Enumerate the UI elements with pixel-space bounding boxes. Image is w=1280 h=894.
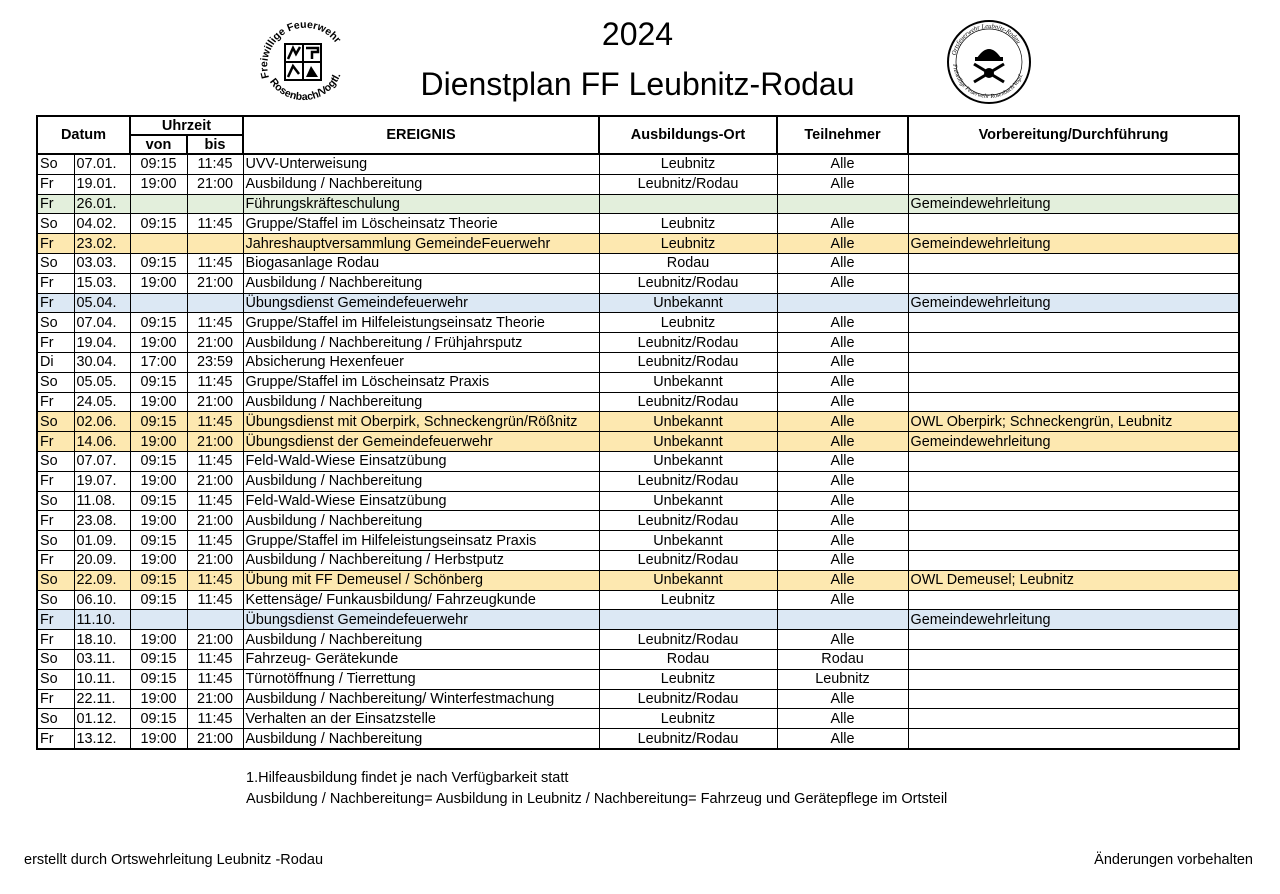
cell-teilnehmer: Leubnitz [777,669,908,689]
cell-von: 09:15 [130,531,187,551]
cell-ereignis: Türnotöffnung / Tierrettung [243,669,599,689]
cell-ort: Leubnitz [599,709,777,729]
cell-ereignis: Übungsdienst Gemeindefeuerwehr [243,293,599,313]
note-definition: Ausbildung / Nachbereitung= Ausbildung in Leubnitz / Nachbereitung= Fahrzeug und Gerätepflege im Ortsteil [246,791,948,807]
svg-text:Freiwillige Feuerwehr Rosenbac: Freiwillige Feuerwehr Rosenbach/Vogtl. [951,63,1025,101]
header-ausbildungs-ort: Ausbildungs-Ort [599,116,777,154]
cell-vorbereitung [908,649,1239,669]
header-uhrzeit: Uhrzeit [130,116,243,135]
cell-date: 22.11. [74,689,130,709]
cell-bis: 11:45 [187,709,243,729]
cell-date: 03.11. [74,649,130,669]
cell-vorbereitung: Gemeindewehrleitung [908,432,1239,452]
table-row [37,333,1239,353]
cell-bis: 11:45 [187,491,243,511]
cell-day: So [37,570,74,590]
cell-teilnehmer: Alle [777,412,908,432]
cell-bis: 21:00 [187,550,243,570]
cell-bis: 21:00 [187,432,243,452]
cell-ort: Leubnitz/Rodau [599,511,777,531]
cell-ort: Leubnitz [599,154,777,174]
cell-ereignis: Führungskräfteschulung [243,194,599,214]
cell-ereignis: Ausbildung / Nachbereitung [243,630,599,650]
cell-vorbereitung [908,392,1239,412]
cell-vorbereitung: Gemeindewehrleitung [908,194,1239,214]
cell-von [130,194,187,214]
cell-teilnehmer: Alle [777,174,908,194]
cell-von: 09:15 [130,570,187,590]
cell-teilnehmer: Alle [777,590,908,610]
cell-ort: Leubnitz/Rodau [599,352,777,372]
cell-von: 09:15 [130,214,187,234]
cell-ort: Unbekannt [599,372,777,392]
cell-date: 13.12. [74,729,130,749]
cell-bis [187,293,243,313]
cell-von: 19:00 [130,550,187,570]
cell-vorbereitung [908,491,1239,511]
table-row [37,214,1239,234]
cell-von: 09:15 [130,372,187,392]
cell-von: 19:00 [130,392,187,412]
cell-vorbereitung [908,154,1239,174]
cell-date: 03.03. [74,253,130,273]
cell-day: So [37,491,74,511]
table-row [37,451,1239,471]
cell-day: So [37,590,74,610]
cell-ort: Leubnitz/Rodau [599,729,777,749]
table-row [37,154,1239,174]
cell-vorbereitung: Gemeindewehrleitung [908,610,1239,630]
cell-teilnehmer: Alle [777,451,908,471]
cell-teilnehmer: Alle [777,432,908,452]
cell-vorbereitung [908,531,1239,551]
cell-von: 09:15 [130,709,187,729]
cell-ort: Leubnitz/Rodau [599,550,777,570]
cell-ort: Leubnitz/Rodau [599,392,777,412]
cell-teilnehmer [777,293,908,313]
svg-text:Freiwillige Feuerwehr: Freiwillige Feuerwehr [258,18,344,80]
table-row [37,729,1239,749]
cell-teilnehmer [777,610,908,630]
cell-vorbereitung [908,214,1239,234]
cell-day: So [37,313,74,333]
cell-day: So [37,451,74,471]
cell-ereignis: Ausbildung / Nachbereitung [243,471,599,491]
cell-von: 19:00 [130,432,187,452]
cell-date: 11.08. [74,491,130,511]
cell-von [130,234,187,254]
table-row [37,432,1239,452]
cell-von: 09:15 [130,253,187,273]
cell-teilnehmer: Rodau [777,649,908,669]
cell-date: 07.04. [74,313,130,333]
cell-bis: 11:45 [187,590,243,610]
table-row [37,372,1239,392]
cell-ort [599,194,777,214]
cell-teilnehmer: Alle [777,234,908,254]
cell-von: 17:00 [130,352,187,372]
cell-vorbereitung: Gemeindewehrleitung [908,293,1239,313]
cell-ereignis: Ausbildung / Nachbereitung / Herbstputz [243,550,599,570]
cell-bis: 11:45 [187,214,243,234]
cell-bis: 21:00 [187,729,243,749]
cell-von: 19:00 [130,630,187,650]
cell-date: 18.10. [74,630,130,650]
cell-von: 19:00 [130,689,187,709]
cell-vorbereitung: OWL Demeusel; Leubnitz [908,570,1239,590]
cell-date: 07.07. [74,451,130,471]
cell-bis: 21:00 [187,392,243,412]
cell-von [130,610,187,630]
cell-date: 05.04. [74,293,130,313]
cell-bis [187,610,243,630]
cell-day: Fr [37,610,74,630]
cell-ort: Unbekannt [599,491,777,511]
cell-bis [187,234,243,254]
svg-text:Ortsfeuerwehr Leubnitz-Rodau: Ortsfeuerwehr Leubnitz-Rodau [950,22,1022,57]
cell-ort: Leubnitz [599,234,777,254]
cell-day: Di [37,352,74,372]
table-row [37,550,1239,570]
cell-von: 19:00 [130,729,187,749]
cell-day: Fr [37,630,74,650]
table-row [37,491,1239,511]
cell-teilnehmer: Alle [777,511,908,531]
cell-vorbereitung [908,372,1239,392]
cell-vorbereitung [908,550,1239,570]
cell-ort [599,610,777,630]
cell-teilnehmer: Alle [777,392,908,412]
cell-date: 01.09. [74,531,130,551]
cell-ort: Leubnitz [599,669,777,689]
cell-von: 09:15 [130,451,187,471]
cell-day: So [37,253,74,273]
cell-date: 15.03. [74,273,130,293]
fire-brigade-logo-left [254,14,354,110]
cell-bis: 11:45 [187,313,243,333]
cell-von: 09:15 [130,590,187,610]
cell-vorbereitung [908,313,1239,333]
header-bis: bis [187,135,243,154]
cell-ereignis: Biogasanlage Rodau [243,253,599,273]
table-row [37,590,1239,610]
header-vorbereitung: Vorbereitung/Durchführung [908,116,1239,154]
cell-day: So [37,709,74,729]
cell-day: Fr [37,293,74,313]
table-row [37,194,1239,214]
cell-ereignis: Ausbildung / Nachbereitung [243,273,599,293]
cell-ereignis: Gruppe/Staffel im Löscheinsatz Theorie [243,214,599,234]
cell-vorbereitung [908,630,1239,650]
cell-ereignis: Gruppe/Staffel im Hilfeleistungseinsatz Theorie [243,313,599,333]
table-row [37,610,1239,630]
cell-teilnehmer: Alle [777,154,908,174]
cell-teilnehmer: Alle [777,531,908,551]
cell-day: Fr [37,234,74,254]
cell-vorbereitung [908,689,1239,709]
cell-ereignis: Absicherung Hexenfeuer [243,352,599,372]
roster-body [37,154,1239,749]
cell-date: 10.11. [74,669,130,689]
cell-ort: Leubnitz/Rodau [599,630,777,650]
cell-von [130,293,187,313]
cell-ort: Leubnitz/Rodau [599,689,777,709]
cell-date: 23.02. [74,234,130,254]
page-title: Dienstplan FF Leubnitz-Rodau [420,66,855,102]
cell-day: Fr [37,432,74,452]
cell-bis: 11:45 [187,451,243,471]
cell-day: Fr [37,550,74,570]
cell-day: Fr [37,689,74,709]
cell-ereignis: Gruppe/Staffel im Löscheinsatz Praxis [243,372,599,392]
cell-ereignis: Übungsdienst Gemeindefeuerwehr [243,610,599,630]
header-von: von [130,135,187,154]
table-row [37,234,1239,254]
year-heading: 2024 [601,16,674,52]
cell-teilnehmer: Alle [777,313,908,333]
cell-ort: Leubnitz [599,214,777,234]
cell-date: 01.12. [74,709,130,729]
table-row [37,630,1239,650]
cell-teilnehmer [777,194,908,214]
cell-day: So [37,669,74,689]
cell-date: 04.02. [74,214,130,234]
cell-ereignis: Feld-Wald-Wiese Einsatzübung [243,451,599,471]
cell-ort: Leubnitz/Rodau [599,273,777,293]
cell-ort: Unbekannt [599,293,777,313]
cell-vorbereitung [908,471,1239,491]
cell-von: 09:15 [130,412,187,432]
cell-teilnehmer: Alle [777,273,908,293]
svg-text:Rosenbach/Vogtl.: Rosenbach/Vogtl. [267,71,344,104]
cell-teilnehmer: Alle [777,214,908,234]
table-row [37,649,1239,669]
cell-day: So [37,214,74,234]
table-row [37,531,1239,551]
cell-teilnehmer: Alle [777,352,908,372]
cell-bis: 21:00 [187,333,243,353]
cell-teilnehmer: Alle [777,333,908,353]
header-datum: Datum [37,116,130,154]
cell-vorbereitung [908,709,1239,729]
cell-ereignis: Verhalten an der Einsatzstelle [243,709,599,729]
fire-brigade-logo-right [944,18,1034,106]
cell-teilnehmer: Alle [777,253,908,273]
cell-teilnehmer: Alle [777,491,908,511]
table-row [37,412,1239,432]
duty-roster-table [36,115,1240,750]
cell-teilnehmer: Alle [777,550,908,570]
table-row [37,253,1239,273]
cell-bis: 11:45 [187,412,243,432]
cell-teilnehmer: Alle [777,471,908,491]
cell-ereignis: UVV-Unterweisung [243,154,599,174]
cell-ereignis: Ausbildung / Nachbereitung/ Winterfestmachung [243,689,599,709]
cell-date: 19.01. [74,174,130,194]
table-row [37,293,1239,313]
table-row [37,313,1239,333]
cell-ereignis: Feld-Wald-Wiese Einsatzübung [243,491,599,511]
cell-von: 19:00 [130,333,187,353]
note-first-aid: 1.Hilfeausbildung findet je nach Verfügbarkeit statt [246,770,569,786]
cell-date: 24.05. [74,392,130,412]
cell-vorbereitung [908,669,1239,689]
cell-ereignis: Ausbildung / Nachbereitung [243,729,599,749]
cell-bis: 21:00 [187,630,243,650]
cell-ort: Rodau [599,253,777,273]
cell-date: 07.01. [74,154,130,174]
cell-ort: Unbekannt [599,451,777,471]
cell-teilnehmer: Alle [777,729,908,749]
cell-bis [187,194,243,214]
cell-day: Fr [37,471,74,491]
cell-bis: 21:00 [187,174,243,194]
cell-day: So [37,531,74,551]
cell-date: 05.05. [74,372,130,392]
cell-day: So [37,412,74,432]
cell-vorbereitung [908,352,1239,372]
cell-date: 11.10. [74,610,130,630]
cell-bis: 21:00 [187,689,243,709]
cell-bis: 11:45 [187,253,243,273]
cell-vorbereitung [908,333,1239,353]
cell-vorbereitung: OWL Oberpirk; Schneckengrün, Leubnitz [908,412,1239,432]
cell-bis: 11:45 [187,649,243,669]
cell-day: So [37,154,74,174]
table-row [37,392,1239,412]
cell-bis: 21:00 [187,273,243,293]
cell-ereignis: Ausbildung / Nachbereitung [243,174,599,194]
cell-ereignis: Gruppe/Staffel im Hilfeleistungseinsatz Praxis [243,531,599,551]
cell-ereignis: Ausbildung / Nachbereitung [243,511,599,531]
cell-teilnehmer: Alle [777,372,908,392]
cell-date: 19.07. [74,471,130,491]
cell-vorbereitung [908,511,1239,531]
table-row [37,511,1239,531]
cell-day: Fr [37,729,74,749]
cell-date: 20.09. [74,550,130,570]
cell-ereignis: Kettensäge/ Funkausbildung/ Fahrzeugkunde [243,590,599,610]
cell-date: 14.06. [74,432,130,452]
cell-bis: 23:59 [187,352,243,372]
cell-day: Fr [37,392,74,412]
cell-teilnehmer: Alle [777,689,908,709]
cell-day: Fr [37,333,74,353]
cell-bis: 11:45 [187,372,243,392]
cell-ereignis: Fahrzeug- Gerätekunde [243,649,599,669]
cell-ort: Leubnitz/Rodau [599,471,777,491]
header-ereignis: EREIGNIS [243,116,599,154]
cell-day: Fr [37,194,74,214]
table-row [37,174,1239,194]
cell-von: 09:15 [130,669,187,689]
cell-ort: Leubnitz [599,590,777,610]
footer-author: erstellt durch Ortswehrleitung Leubnitz -Rodau [24,852,324,868]
table-row [37,570,1239,590]
cell-date: 22.09. [74,570,130,590]
cell-vorbereitung [908,590,1239,610]
cell-ereignis: Übungsdienst der Gemeindefeuerwehr [243,432,599,452]
cell-teilnehmer: Alle [777,709,908,729]
cell-von: 19:00 [130,511,187,531]
cell-ort: Leubnitz/Rodau [599,333,777,353]
cell-date: 02.06. [74,412,130,432]
table-row [37,669,1239,689]
cell-date: 19.04. [74,333,130,353]
cell-day: So [37,372,74,392]
cell-bis: 11:45 [187,531,243,551]
cell-ort: Leubnitz/Rodau [599,174,777,194]
cell-ort: Unbekannt [599,432,777,452]
cell-ort: Unbekannt [599,531,777,551]
cell-day: Fr [37,273,74,293]
cell-bis: 11:45 [187,669,243,689]
cell-day: Fr [37,174,74,194]
cell-ereignis: Ausbildung / Nachbereitung / Frühjahrsputz [243,333,599,353]
cell-bis: 21:00 [187,511,243,531]
cell-ort: Leubnitz [599,313,777,333]
cell-ereignis: Übungsdienst mit Oberpirk, Schneckengrün/Rößnitz [243,412,599,432]
table-row [37,471,1239,491]
cell-vorbereitung: Gemeindewehrleitung [908,234,1239,254]
cell-von: 09:15 [130,649,187,669]
cell-day: Fr [37,511,74,531]
cell-ort: Unbekannt [599,570,777,590]
cell-date: 30.04. [74,352,130,372]
cell-ereignis: Ausbildung / Nachbereitung [243,392,599,412]
cell-bis: 11:45 [187,570,243,590]
cell-date: 26.01. [74,194,130,214]
cell-ereignis: Jahreshauptversammlung GemeindeFeuerwehr [243,234,599,254]
table-row [37,352,1239,372]
cell-day: So [37,649,74,669]
cell-bis: 21:00 [187,471,243,491]
cell-ereignis: Übung mit FF Demeusel / Schönberg [243,570,599,590]
cell-date: 06.10. [74,590,130,610]
cell-teilnehmer: Alle [777,630,908,650]
cell-date: 23.08. [74,511,130,531]
cell-vorbereitung [908,253,1239,273]
cell-teilnehmer: Alle [777,570,908,590]
cell-ort: Rodau [599,649,777,669]
cell-vorbereitung [908,174,1239,194]
cell-vorbereitung [908,729,1239,749]
table-row [37,709,1239,729]
cell-von: 19:00 [130,471,187,491]
table-row [37,689,1239,709]
table-row [37,273,1239,293]
header-teilnehmer: Teilnehmer [777,116,908,154]
cell-bis: 11:45 [187,154,243,174]
cell-von: 19:00 [130,273,187,293]
cell-von: 19:00 [130,174,187,194]
cell-von: 09:15 [130,154,187,174]
footer-disclaimer: Änderungen vorbehalten [1094,852,1253,868]
cell-vorbereitung [908,451,1239,471]
cell-von: 09:15 [130,491,187,511]
cell-ort: Unbekannt [599,412,777,432]
cell-von: 09:15 [130,313,187,333]
cell-vorbereitung [908,273,1239,293]
